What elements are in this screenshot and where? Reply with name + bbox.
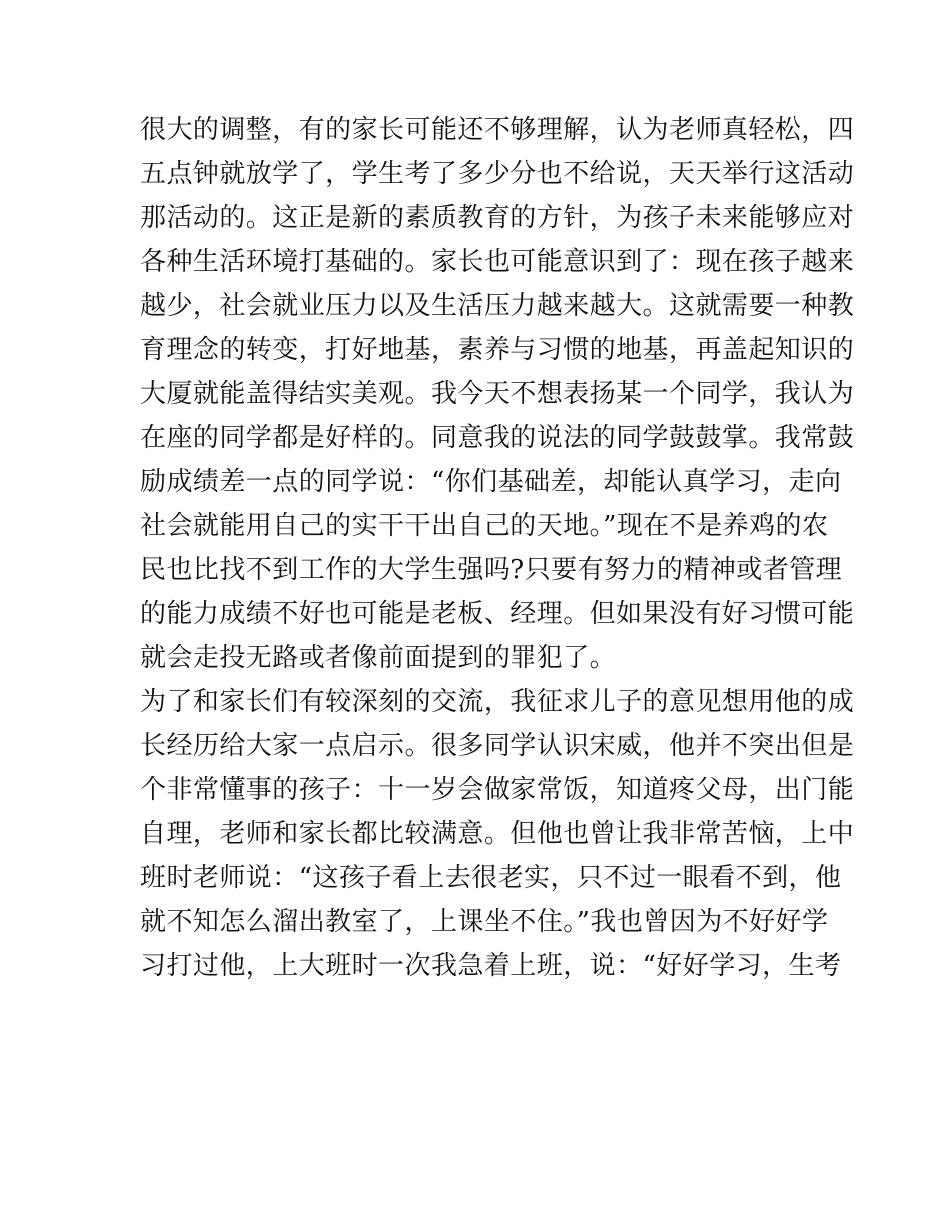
text-line: 自理，老师和家长都比较满意。但他也曾让我非常苦恼，上中: [140, 819, 855, 849]
text-line: 在座的同学都是好样的。同意我的说法的同学鼓鼓掌。我常鼓: [140, 423, 855, 453]
body-text: [140, 108, 855, 988]
text-line: 大厦就能盖得结实美观。我今天不想表扬某一个同学，我认为: [140, 379, 855, 409]
text-line: 班时老师说：“这孩子看上去很老实，只不过一眼看不到，他: [140, 863, 842, 893]
text-line: 社会就能用自己的实干干出自己的天地。”现在不是养鸡的农: [140, 511, 829, 541]
text-line: 五点钟就放学了，学生考了多少分也不给说，天天举行这活动: [140, 159, 855, 189]
text-line: 越少，社会就业压力以及生活压力越来越大。这就需要一种教: [140, 291, 855, 321]
text-line: 育理念的转变，打好地基，素养与习惯的地基，再盖起知识的: [140, 335, 855, 365]
text-line: 个非常懂事的孩子：十一岁会做家常饭，知道疼父母，出门能: [140, 775, 855, 805]
text-line: 各种生活环境打基础的。家长也可能意识到了：现在孩子越来: [140, 247, 855, 277]
text-line: 民也比找不到工作的大学生强吗?只要有努力的精神或者管理: [140, 555, 843, 585]
text-line: 很大的调整，有的家长可能还不够理解，认为老师真轻松，四: [140, 115, 855, 145]
text-line: 就会走投无路或者像前面提到的罪犯了。: [140, 643, 617, 673]
text-line: 习打过他，上大班时一次我急着上班，说：“好好学习，生考: [140, 951, 842, 981]
text-line: 为了和家长们有较深刻的交流，我征求儿子的意见想用他的成: [140, 687, 855, 717]
text-line: 励成绩差一点的同学说：“你们基础差，却能认真学习，走向: [140, 467, 842, 497]
text-line: 长经历给大家一点启示。很多同学认识宋威，他并不突出但是: [140, 731, 855, 761]
text-line: 的能力成绩不好也可能是老板、经理。但如果没有好习惯可能: [140, 599, 855, 629]
text-line: 那活动的。这正是新的素质教育的方针，为孩子未来能够应对: [140, 203, 855, 233]
text-line: 就不知怎么溜出教室了，上课坐不住。”我也曾因为不好好学: [140, 907, 829, 937]
